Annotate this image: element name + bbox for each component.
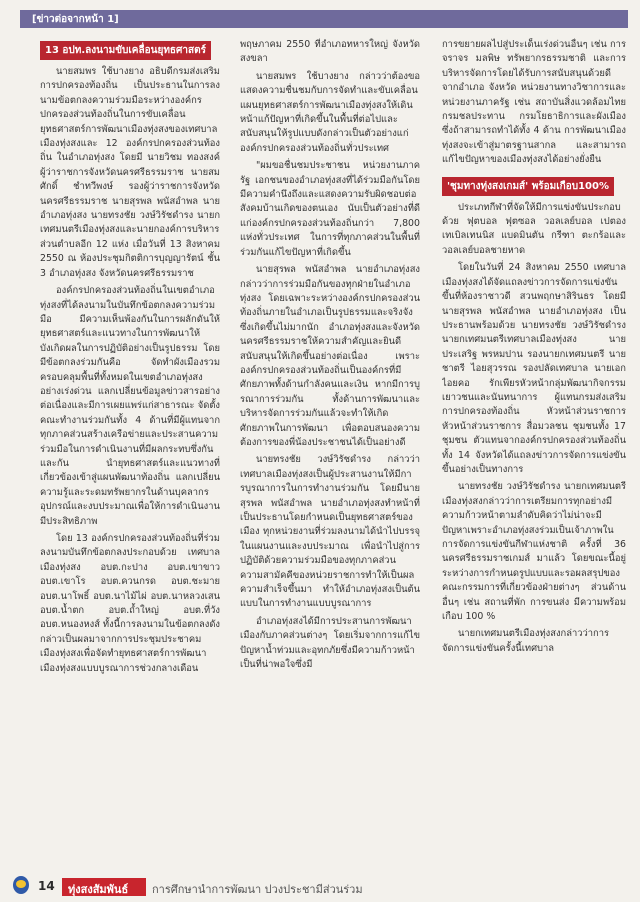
article1-paragraph: นายทรงชัย วงษ์วิรัชดำรง กล่าวว่าเทศบาลเมืองทุ่งสงเป็นผู้ประสานงานให้มีการบูรณาการในการทำงานร่วมกัน โดยมีนายสุรพล พนัสอำพล นายอำเภอทุ่งสงทำหน้าที่เป็นประธานโดยกำหนดเป็นยุทธศาสตร์ของเมือง ทุกหน่วยงานที่ร่วมลงนามได้นำไปบรรจุในแผนงานและงบประมาณ เพื่อนำไปสู่การปฏิบัติด้วยความร่วมมือของทุกภาคส่วน ความสามัคคีของหน่วยราชการทำให้เป็นผลความสำเร็จขึ้นมา ทำให้อำเภอทุ่งสงเป็นต้นแบบในการทำงานแบบบูรณาการ [240, 454, 420, 610]
article1-paragraph: โดย 13 องค์กรปกครองส่วนท้องถิ่นที่ร่วมลงนามบันทึกข้อตกลงประกอบด้วย เทศบาลเมืองทุ่งสง อบต.กะปาง อบต.เขาขาว อบต.เขาโร อบต.ควนกรด อบต.ชะมาย อบต.นาโพธิ์ อบต.นาไม้ไผ่ อบต.นาหลวงเสน อบต.น้ำตก อบต.ถ้ำใหญ่ อบต.ที่วัง อบต.หนองหงส์ ทั้งนี้การลงนามในข้อตกลงดังกล่าวเป็นผลมาจากการประชุมประชาคมเมืองทุ่งสงเพื่อจัดทำยุทธศาสตร์การพัฒนาเมืองทุ่งสงแบบบูรณาการช่วงกลางเดือน [40, 533, 220, 674]
page-number: 14 [38, 879, 55, 893]
brand-name: ทุ่งสงสัมพันธ์ [68, 883, 129, 896]
mascot-icon [10, 872, 32, 896]
header-band [20, 10, 628, 28]
article1-paragraph: พฤษภาคม 2550 ที่อำเภอทหารใหญ่ จังหวัดสงขลา [240, 39, 420, 65]
article2-paragraph: นายทรงชัย วงษ์วิรัชดำรง นายกเทศมนตรีเมืองทุ่งสงกล่าวว่าการเตรียมการทุกอย่างมีความก้าวหน้าตามลำดับคิดว่าไม่น่าจะมีปัญหาเพราะอำเภอทุ่งสงร่วมเป็นเจ้าภาพในการจัดการแข่งขันกีฬาแห่งชาติ ครั้งที่ 36 นครศรีธรรมราชเกมส์ มาแล้ว โดยขณะนี้อยู่ระหว่างการกำหนดรูปแบบและรอผลสรุปของคณะกรรมการที่เกี่ยวข้องฝ่ายต่างๆ ส่วนด้านอื่นๆ เช่น สถานที่พัก การขนส่ง มีความพร้อมเกือบ 100 % [442, 481, 626, 623]
column-2 [240, 38, 420, 848]
article1-paragraph: องค์กรปกครองส่วนท้องถิ่นในเขตอำเภอทุ่งสงที่ได้ลงนามในบันทึกข้อตกลงความร่วมมือ มีความเห็นพ้องกันในการผลักดันให้ยุทธศาสตร์และแนวทางในการพัฒนาให้บังเกิดผลในการปฏิบัติอย่างเป็นรูปธรรม โดยมีข้อตกลงร่วมกันคือ จัดทำผังเมืองรวมครอบคลุมพื้นที่ทั้งหมดในเขตอำเภอทุ่งสงอย่างเร่งด่วน แลกเปลี่ยนข้อมูลข่าวสารอย่างต่อเนื่องและมีการเผยแพร่แก่สาธารณะ จัดตั้งคณะทำงานร่วมกันทั้ง 4 ด้านที่มีผู้แทนจากทุกภาคส่วนสร้างเครือข่ายและประสานความร่วมมือในการดำเนินงานที่มีผลกระทบซึ่งกันและกัน นำยุทธศาสตร์และแนวทางที่เกี่ยวข้องเข้าสู่แผนพัฒนาท้องถิ่น แลกเปลี่ยนความรู้และระดมทรัพยากรในด้านบุคลากร อุปกรณ์และงบประมาณเพื่อให้การดำเนินงานมีประสิทธิภาพ [40, 285, 220, 527]
article1-paragraph: นายสุรพล พนัสอำพล นายอำเภอทุ่งสงกล่าวว่าการร่วมมือกันของทุกฝ่ายในอำเภอทุ่งสง โดยเฉพาะระหว่างองค์กรปกครองส่วนท้องถิ่นภายในอำเภอเป็นรูปธรรมและจริงจังซึ่งเกิดขึ้นไม่มากนัก อำเภอทุ่งสงและจังหวัดนครศรีธรรมราชให้ความสำคัญและยินดีสนับสนุนให้เกิดขึ้นอย่างต่อเนื่อง เพราะองค์กรปกครองส่วนท้องถิ่นเป็นองค์กรที่มีศักยภาพทั้งด้านกำลังคนและเงิน หากมีการบูรณาการร่วมกัน ทั้งด้านการพัฒนาและบริหารจัดการร่วมกันแล้วจะทำให้เกิดศักยภาพในการพัฒนา เพื่อตอบสนองความต้องการของพี่น้องประชาชนได้เป็นอย่างดี [240, 264, 420, 448]
article1-heading: 13 อปท.ลงนามขับเคลื่อนยุทธศาสตร์ [40, 41, 211, 60]
column-3 [442, 38, 626, 848]
article1-paragraph: อำเภอทุ่งสงได้มีการประสานการพัฒนาเมืองกับภาคส่วนต่างๆ โดยเริ่มจากการแก้ไขปัญหาน้ำท่วมและอุทกภัยซึ่งมีความก้าวหน้าเป็นที่น่าพอใจซึ่งมี [240, 615, 420, 671]
continued-label: [ข่าวต่อจากหน้า 1] [32, 14, 119, 25]
article2-paragraph: นายกเทศมนตรีเมืองทุ่งสงกล่าวว่าการจัดการแข่งขันครั้งนี้เทศบาล [442, 628, 609, 654]
article1-paragraph: "ผมขอชื่นชมประชาชน หน่วยงานภาครัฐ เอกชนของอำเภอทุ่งสงที่ได้ร่วมมือกันโดยมีความคำนึงถึงและแสดงความรับผิดชอบต่อสังคมบ้านเกิดของตนเอง นับเป็นตัวอย่างที่ดีแก่องค์กรปกครองส่วนท้องถิ่นกว่า 7,800 แห่งทั่วประเทศ ในการที่ทุกภาคส่วนในพื้นที่ร่วมกันแก้ไขปัญหาที่เกิดขึ้น [240, 160, 420, 258]
article1-paragraph: การขยายผลไปสู่ประเด็นเร่งด่วนอื่นๆ เช่น การจราจร มลพิษ ทรัพยากรธรรมชาติ และการบริหารจัดการโดยได้รับการสนับสนุนด้วยดีจากอำเภอ จังหวัด หน่วยงานทางวิชาการและหน่วยงานภาครัฐ เช่น สถาบันสิ่งแวดล้อมไทย กรมชลประทาน กรมโยธาธิการและผังเมือง ซึ่งถ้าสามารถทำได้ทั้ง 4 ด้าน การพัฒนาเมืองทุ่งสงจะเข้าสู่มาตรฐานสากล และสามารถแก้ไขปัญหาของเมืองทุ่งสงได้อย่างยั่งยืน [442, 39, 626, 166]
column-1 [40, 38, 220, 848]
article2-paragraph: โดยในวันที่ 24 สิงหาคม 2550 เทศบาลเมืองทุ่งสงได้จัดแถลงข่าวการจัดการแข่งขันขึ้นที่ห้องราชาวดี สวนพฤกษาสิรินธร โดยมี นายสุรพล พนัสอำพล นายอำเภอทุ่งสง เป็นประธานพร้อมด้วย นายทรงชัย วงษ์วิรัชดำรง นายกเทศมนตรีเทศบาลเมืองทุ่งสง นายประเสริฐ พรหมปาน รองนายกเทศมนตรี นายชาตรี ไอยสุวรรณ รองปลัดเทศบาล นายเอกไอยคอ รักเพียรหัวหน้ากลุ่มพัฒนากิจกรรมเยาวชนและนันทนาการ ผู้แทนกรมส่งเสริมการปกครองท้องถิ่น หัวหน้าส่วนราชการ หัวหน้าส่วนราชการ สื่อมวลชน ชุมชนทั้ง 17 ชุมชน ตัวแทนจากองค์กรปกครองส่วนท้องถิ่นทั้ง 14 จังหวัดได้แถลงข่าวการจัดการแข่งขันขึ้นอย่างเป็นทางการ [442, 262, 626, 475]
article1-paragraph: นายสมพร ใช้บางยาง กล่าวว่าต้องขอแสดงความชื่นชมกับการจัดทำและขับเคลื่อนแผนยุทธศาสตร์การพัฒนาเมืองทุ่งสงให้เดินหน้าแก้ปัญหาที่เกิดขึ้นในพื้นที่ต่อไปและสนับสนุนให้รูปแบบดังกล่าวเป็นตัวอย่างแก่องค์กรปกครองส่วนท้องถิ่นทั่วประเทศ [240, 70, 420, 154]
article2-paragraph: ประเภทกีฬาที่จัดให้มีการแข่งขันประกอบด้วย ฟุตบอล ฟุตซอล วอลเลย์บอล เปตอง เทเบิลเทนนิส แบดมินตัน กรีฑา ตะกร้อและวอลเลย์บอลชายหาด [442, 201, 626, 256]
article2-heading: 'ชุมทางทุ่งสงเกมส์' พร้อมเกือบ100% [442, 177, 614, 196]
tagline: การศึกษานำการพัฒนา ปวงประชามีส่วนร่วม [152, 883, 363, 896]
article1-paragraph: นายสมพร ใช้บางยาง อธิบดีกรมส่งเสริมการปกครองท้องถิ่น เป็นประธานในการลงนามข้อตกลงความร่วมมือระหว่างองค์กรปกครองส่วนท้องถิ่นในการขับเคลื่อนยุทธศาสตร์การพัฒนาเมืองทุ่งสงของเทศบาลเมืองทุ่งสงและ 12 องค์กรปกครองส่วนท้องถิ่น ในอำเภอทุ่งสง โดยมี นายวิชม ทองสงค์ ผู้ว่าราชการจังหวัดนครศรีธรรมราช นายสมศักดิ์ ชำทวีพงษ์ รองผู้ว่าราชการจังหวัดนครศรีธรรมราช นายสุรพล พนัสอำพล นายอำเภอทุ่งสง นายทรงชัย วงษ์วิรัชดำรง นายกเทศมนตรีเมืองทุ่งสงและนายกองค์การบริหารส่วนตำบลอีก 12 แห่ง เมื่อวันที่ 13 สิงหาคม 2550 ณ ห้องประชุมกิตติการบุญญารัตน์ ชั้น 3 อำเภอทุ่งสง จังหวัดนครศรีธรรมราช [40, 66, 220, 279]
